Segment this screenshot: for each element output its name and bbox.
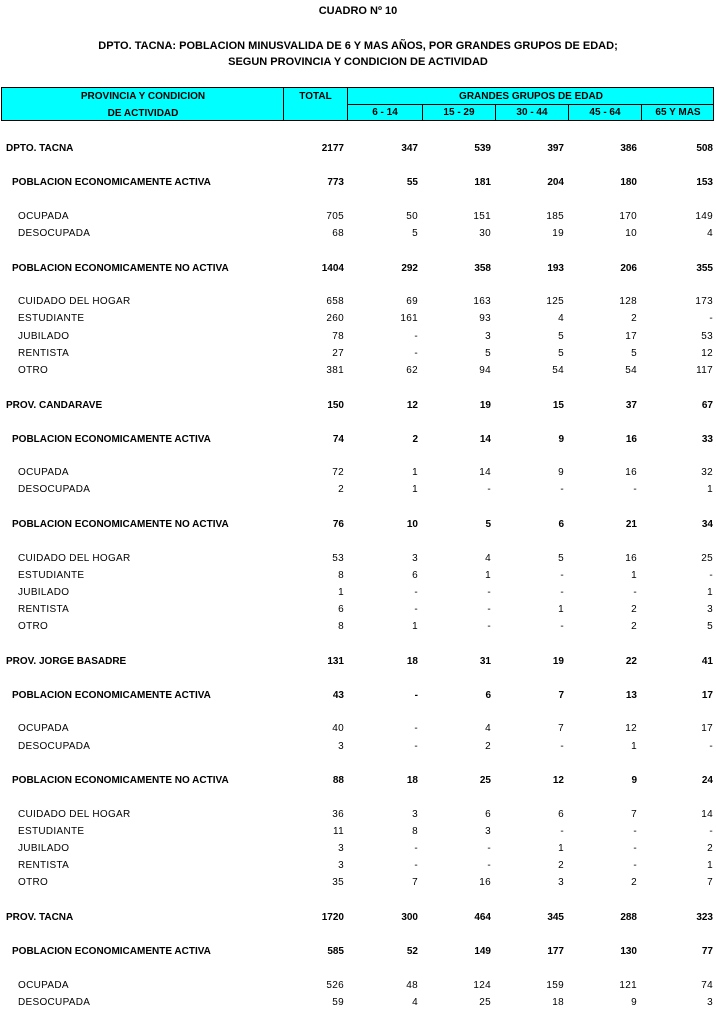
row-total: 2177 xyxy=(321,143,344,154)
row-age-value: - xyxy=(414,331,418,342)
row-total: 658 xyxy=(326,296,344,307)
row-age-value: 464 xyxy=(474,912,491,923)
row-total: 1404 xyxy=(321,263,344,274)
row-age-value: 10 xyxy=(625,228,637,239)
row-label: OCUPADA xyxy=(18,723,69,734)
row-age-value: 19 xyxy=(479,400,491,411)
row-age-value: 121 xyxy=(619,980,637,991)
row-age-value: 3 xyxy=(707,604,713,615)
row-label: CUIDADO DEL HOGAR xyxy=(18,296,131,307)
row-age-value: - xyxy=(414,587,418,598)
table-row-condition xyxy=(0,262,716,276)
row-age-value: 4 xyxy=(707,228,713,239)
table-row xyxy=(0,569,716,583)
table-row xyxy=(0,722,716,736)
row-age-value: 323 xyxy=(696,912,713,923)
row-age-value: 204 xyxy=(547,177,564,188)
row-age-value: - xyxy=(414,690,418,701)
table-row-condition xyxy=(0,518,716,532)
table-row-condition xyxy=(0,433,716,447)
row-age-value: 125 xyxy=(546,296,564,307)
row-age-value: 2 xyxy=(558,860,564,871)
row-age-value: 33 xyxy=(701,434,713,445)
header-age-group: GRANDES GRUPOS DE EDAD xyxy=(459,91,603,102)
row-age-value: 14 xyxy=(701,809,713,820)
row-age-value: 54 xyxy=(625,365,637,376)
row-age-value: - xyxy=(487,587,491,598)
row-age-value: 5 xyxy=(558,331,564,342)
row-total: 76 xyxy=(332,519,344,530)
row-age-value: - xyxy=(414,723,418,734)
row-age-value: 53 xyxy=(701,331,713,342)
row-age-value: 181 xyxy=(474,177,491,188)
row-age-value: - xyxy=(560,621,564,632)
row-age-value: 2 xyxy=(412,434,418,445)
row-age-value: 12 xyxy=(552,775,564,786)
row-label: PROV. TACNA xyxy=(6,912,74,923)
row-age-value: 508 xyxy=(696,143,713,154)
row-age-value: 130 xyxy=(620,946,637,957)
row-age-value: 177 xyxy=(547,946,564,957)
row-age-value: - xyxy=(633,587,637,598)
row-total: 526 xyxy=(326,980,344,991)
row-label: CUIDADO DEL HOGAR xyxy=(18,809,131,820)
row-total: 8 xyxy=(338,570,344,581)
row-age-value: 6 xyxy=(412,570,418,581)
row-age-value: - xyxy=(709,570,713,581)
row-age-value: 14 xyxy=(479,434,491,445)
row-age-value: 14 xyxy=(479,467,491,478)
row-total: 3 xyxy=(338,741,344,752)
table-row xyxy=(0,483,716,497)
row-age-value: 17 xyxy=(701,723,713,734)
row-age-value: 3 xyxy=(485,331,491,342)
row-age-value: 15 xyxy=(552,400,564,411)
row-age-value: 12 xyxy=(406,400,418,411)
row-age-value: - xyxy=(414,843,418,854)
row-age-value: - xyxy=(487,860,491,871)
row-age-value: - xyxy=(633,484,637,495)
table-row xyxy=(0,979,716,993)
row-label: CUIDADO DEL HOGAR xyxy=(18,553,131,564)
row-age-value: 55 xyxy=(406,177,418,188)
table-row xyxy=(0,364,716,378)
table-row-province xyxy=(0,142,716,156)
table-row xyxy=(0,859,716,873)
table-row xyxy=(0,330,716,344)
row-age-value: 17 xyxy=(625,331,637,342)
row-age-value: 3 xyxy=(558,877,564,888)
table-row xyxy=(0,740,716,754)
table-title-line-2: SEGUN PROVINCIA Y CONDICION DE ACTIVIDAD xyxy=(228,56,488,68)
row-age-value: 25 xyxy=(701,553,713,564)
table-row xyxy=(0,295,716,309)
row-age-value: 67 xyxy=(701,400,713,411)
row-total: 27 xyxy=(332,348,344,359)
row-age-value: 1 xyxy=(412,467,418,478)
row-total: 131 xyxy=(327,656,344,667)
row-age-value: 5 xyxy=(631,348,637,359)
row-age-value: 300 xyxy=(401,912,418,923)
table-row xyxy=(0,347,716,361)
row-age-value: 347 xyxy=(401,143,418,154)
row-total: 6 xyxy=(338,604,344,615)
row-age-value: 4 xyxy=(412,997,418,1008)
table-row xyxy=(0,808,716,822)
row-age-value: 1 xyxy=(631,741,637,752)
row-age-value: 397 xyxy=(547,143,564,154)
row-label: DESOCUPADA xyxy=(18,997,91,1008)
row-age-value: 9 xyxy=(558,434,564,445)
row-label: OCUPADA xyxy=(18,467,69,478)
row-age-value: 292 xyxy=(401,263,418,274)
table-row xyxy=(0,842,716,856)
table-row xyxy=(0,603,716,617)
row-label: RENTISTA xyxy=(18,860,70,871)
row-age-value: 5 xyxy=(412,228,418,239)
row-age-value: 2 xyxy=(631,621,637,632)
row-age-value: 4 xyxy=(485,723,491,734)
row-label: ESTUDIANTE xyxy=(18,826,85,837)
row-label: POBLACION ECONOMICAMENTE NO ACTIVA xyxy=(12,263,229,274)
row-age-value: - xyxy=(709,826,713,837)
row-label: OTRO xyxy=(18,365,49,376)
row-age-value: 193 xyxy=(547,263,564,274)
row-label: PROV. CANDARAVE xyxy=(6,400,103,411)
row-age-value: 74 xyxy=(701,980,713,991)
row-age-value: 13 xyxy=(625,690,637,701)
row-age-value: 1 xyxy=(412,621,418,632)
row-age-value: - xyxy=(560,826,564,837)
row-age-value: 2 xyxy=(707,843,713,854)
row-label: JUBILADO xyxy=(18,843,70,854)
row-age-value: 2 xyxy=(631,604,637,615)
cuadro-number: CUADRO Nº 10 xyxy=(318,5,398,17)
table-row xyxy=(0,586,716,600)
row-age-value: - xyxy=(414,741,418,752)
row-age-value: 21 xyxy=(625,519,637,530)
table-row-condition xyxy=(0,774,716,788)
row-age-value: - xyxy=(414,348,418,359)
row-total: 2 xyxy=(338,484,344,495)
row-age-value: 16 xyxy=(625,553,637,564)
row-age-value: - xyxy=(487,484,491,495)
row-age-value: - xyxy=(414,604,418,615)
row-age-value: 54 xyxy=(552,365,564,376)
row-age-value: 1 xyxy=(707,860,713,871)
row-age-value: 149 xyxy=(695,211,713,222)
row-total: 773 xyxy=(327,177,344,188)
row-total: 40 xyxy=(332,723,344,734)
row-age-value: 41 xyxy=(701,656,713,667)
row-age-value: - xyxy=(487,621,491,632)
row-age-value: 6 xyxy=(485,809,491,820)
row-label: ESTUDIANTE xyxy=(18,570,85,581)
row-age-value: 173 xyxy=(695,296,713,307)
row-total: 43 xyxy=(332,690,344,701)
row-age-value: 50 xyxy=(406,211,418,222)
row-label: PROV. JORGE BASADRE xyxy=(6,656,127,667)
table-title-line-1: DPTO. TACNA: POBLACION MINUSVALIDA DE 6 Y MAS AÑOS, POR GRANDES GRUPOS DE EDAD; xyxy=(98,40,618,52)
row-label: RENTISTA xyxy=(18,348,70,359)
row-age-value: 6 xyxy=(485,690,491,701)
row-label: POBLACION ECONOMICAMENTE ACTIVA xyxy=(12,946,211,957)
row-age-value: 30 xyxy=(479,228,491,239)
row-total: 705 xyxy=(326,211,344,222)
row-age-value: 31 xyxy=(479,656,491,667)
table-row xyxy=(0,552,716,566)
row-age-value: 5 xyxy=(485,348,491,359)
row-total: 3 xyxy=(338,843,344,854)
row-age-value: 7 xyxy=(558,690,564,701)
row-label: POBLACION ECONOMICAMENTE ACTIVA xyxy=(12,434,211,445)
row-total: 150 xyxy=(327,400,344,411)
row-age-value: - xyxy=(560,570,564,581)
row-age-value: 1 xyxy=(707,587,713,598)
row-age-value: 5 xyxy=(558,348,564,359)
row-age-value: 1 xyxy=(412,484,418,495)
table-row xyxy=(0,227,716,241)
row-age-value: 7 xyxy=(558,723,564,734)
table-row-province xyxy=(0,399,716,413)
header-col1-line1: PROVINCIA Y CONDICION xyxy=(80,91,206,102)
row-age-value: 3 xyxy=(412,553,418,564)
row-label: POBLACION ECONOMICAMENTE NO ACTIVA xyxy=(12,775,229,786)
row-age-value: 170 xyxy=(619,211,637,222)
row-age-value: - xyxy=(709,741,713,752)
row-age-value: 117 xyxy=(696,365,713,376)
row-age-value: 5 xyxy=(558,553,564,564)
row-age-value: 4 xyxy=(558,313,564,324)
row-total: 78 xyxy=(332,331,344,342)
row-age-value: 8 xyxy=(412,826,418,837)
row-age-value: 3 xyxy=(707,997,713,1008)
row-age-value: 18 xyxy=(552,997,564,1008)
table-row xyxy=(0,312,716,326)
row-age-value: 1 xyxy=(485,570,491,581)
row-label: POBLACION ECONOMICAMENTE ACTIVA xyxy=(12,690,211,701)
row-age-value: 48 xyxy=(406,980,418,991)
row-age-value: 37 xyxy=(625,400,637,411)
row-age-value: 149 xyxy=(474,946,491,957)
row-total: 88 xyxy=(332,775,344,786)
row-age-value: 77 xyxy=(701,946,713,957)
table-row-condition xyxy=(0,689,716,703)
row-age-value: 9 xyxy=(558,467,564,478)
row-age-value: 9 xyxy=(631,997,637,1008)
row-age-value: 3 xyxy=(412,809,418,820)
row-age-value: 32 xyxy=(701,467,713,478)
row-age-value: 6 xyxy=(558,519,564,530)
header-age-65-mas: 65 Y MAS xyxy=(655,107,701,118)
row-total: 35 xyxy=(332,877,344,888)
row-label: RENTISTA xyxy=(18,604,70,615)
row-age-value: 7 xyxy=(707,877,713,888)
row-label: JUBILADO xyxy=(18,587,70,598)
row-total: 53 xyxy=(332,553,344,564)
row-total: 59 xyxy=(332,997,344,1008)
row-age-value: - xyxy=(633,826,637,837)
table-row-province xyxy=(0,911,716,925)
row-age-value: 1 xyxy=(631,570,637,581)
row-age-value: 2 xyxy=(631,877,637,888)
row-age-value: 93 xyxy=(479,313,491,324)
row-age-value: 355 xyxy=(696,263,713,274)
row-age-value: 22 xyxy=(625,656,637,667)
row-age-value: 288 xyxy=(620,912,637,923)
row-age-value: 1 xyxy=(558,604,564,615)
row-age-value: 161 xyxy=(400,313,418,324)
row-age-value: 4 xyxy=(485,553,491,564)
row-label: DESOCUPADA xyxy=(18,741,91,752)
row-age-value: 94 xyxy=(479,365,491,376)
row-age-value: 159 xyxy=(546,980,564,991)
row-label: POBLACION ECONOMICAMENTE ACTIVA xyxy=(12,177,211,188)
row-label: OTRO xyxy=(18,621,49,632)
row-total: 3 xyxy=(338,860,344,871)
row-total: 68 xyxy=(332,228,344,239)
row-total: 260 xyxy=(326,313,344,324)
row-age-value: 17 xyxy=(701,690,713,701)
row-age-value: 6 xyxy=(558,809,564,820)
row-label: OTRO xyxy=(18,877,49,888)
row-age-value: 5 xyxy=(707,621,713,632)
row-label: OCUPADA xyxy=(18,980,69,991)
table-row-condition xyxy=(0,945,716,959)
row-age-value: 124 xyxy=(473,980,491,991)
row-age-value: 1 xyxy=(707,484,713,495)
row-age-value: 62 xyxy=(406,365,418,376)
row-age-value: 25 xyxy=(479,997,491,1008)
header-age-6-14: 6 - 14 xyxy=(372,107,398,118)
row-age-value: 18 xyxy=(406,656,418,667)
row-label: DESOCUPADA xyxy=(18,484,91,495)
row-age-value: 12 xyxy=(701,348,713,359)
row-label: JUBILADO xyxy=(18,331,70,342)
row-age-value: - xyxy=(560,587,564,598)
row-age-value: 12 xyxy=(625,723,637,734)
table-row xyxy=(0,876,716,890)
row-age-value: 3 xyxy=(485,826,491,837)
table-row xyxy=(0,825,716,839)
header-age-30-44: 30 - 44 xyxy=(516,107,548,118)
row-age-value: 19 xyxy=(552,656,564,667)
row-age-value: - xyxy=(633,860,637,871)
row-age-value: - xyxy=(560,484,564,495)
row-age-value: 185 xyxy=(546,211,564,222)
row-label: DESOCUPADA xyxy=(18,228,91,239)
row-total: 36 xyxy=(332,809,344,820)
row-age-value: 386 xyxy=(620,143,637,154)
table-row xyxy=(0,996,716,1010)
row-age-value: 1 xyxy=(558,843,564,854)
row-total: 1720 xyxy=(321,912,344,923)
row-age-value: 16 xyxy=(625,434,637,445)
row-age-value: 151 xyxy=(473,211,491,222)
header-total: TOTAL xyxy=(299,91,332,102)
row-age-value: - xyxy=(560,741,564,752)
row-total: 72 xyxy=(332,467,344,478)
row-age-value: - xyxy=(709,313,713,324)
row-total: 1 xyxy=(338,587,344,598)
row-total: 8 xyxy=(338,621,344,632)
row-age-value: 10 xyxy=(406,519,418,530)
row-age-value: 2 xyxy=(631,313,637,324)
row-age-value: 9 xyxy=(631,775,637,786)
row-age-value: 69 xyxy=(406,296,418,307)
row-age-value: - xyxy=(633,843,637,854)
row-age-value: 7 xyxy=(631,809,637,820)
row-total: 585 xyxy=(327,946,344,957)
row-total: 381 xyxy=(326,365,344,376)
row-age-value: 358 xyxy=(474,263,491,274)
row-age-value: 180 xyxy=(620,177,637,188)
table-row-condition xyxy=(0,176,716,190)
row-age-value: 19 xyxy=(552,228,564,239)
row-age-value: 539 xyxy=(474,143,491,154)
row-age-value: 2 xyxy=(485,741,491,752)
row-age-value: 16 xyxy=(625,467,637,478)
row-age-value: - xyxy=(414,860,418,871)
row-label: POBLACION ECONOMICAMENTE NO ACTIVA xyxy=(12,519,229,530)
row-label: ESTUDIANTE xyxy=(18,313,85,324)
header-age-15-29: 15 - 29 xyxy=(443,107,475,118)
table-row xyxy=(0,210,716,224)
row-total: 74 xyxy=(332,434,344,445)
row-age-value: 5 xyxy=(485,519,491,530)
header-col1-line2: DE ACTIVIDAD xyxy=(107,108,179,119)
row-age-value: 18 xyxy=(406,775,418,786)
row-age-value: 7 xyxy=(412,877,418,888)
row-total: 11 xyxy=(333,826,344,837)
row-age-value: 345 xyxy=(547,912,564,923)
row-age-value: - xyxy=(487,604,491,615)
row-age-value: 34 xyxy=(701,519,713,530)
row-label: OCUPADA xyxy=(18,211,69,222)
header-age-45-64: 45 - 64 xyxy=(589,107,621,118)
row-age-value: 206 xyxy=(620,263,637,274)
row-age-value: 52 xyxy=(406,946,418,957)
row-label: DPTO. TACNA xyxy=(6,143,74,154)
row-age-value: - xyxy=(487,843,491,854)
row-age-value: 153 xyxy=(696,177,713,188)
row-age-value: 24 xyxy=(701,775,713,786)
row-age-value: 25 xyxy=(479,775,491,786)
table-row xyxy=(0,620,716,634)
table-row xyxy=(0,466,716,480)
row-age-value: 128 xyxy=(619,296,637,307)
row-age-value: 16 xyxy=(479,877,491,888)
row-age-value: 163 xyxy=(473,296,491,307)
table-row-province xyxy=(0,655,716,669)
